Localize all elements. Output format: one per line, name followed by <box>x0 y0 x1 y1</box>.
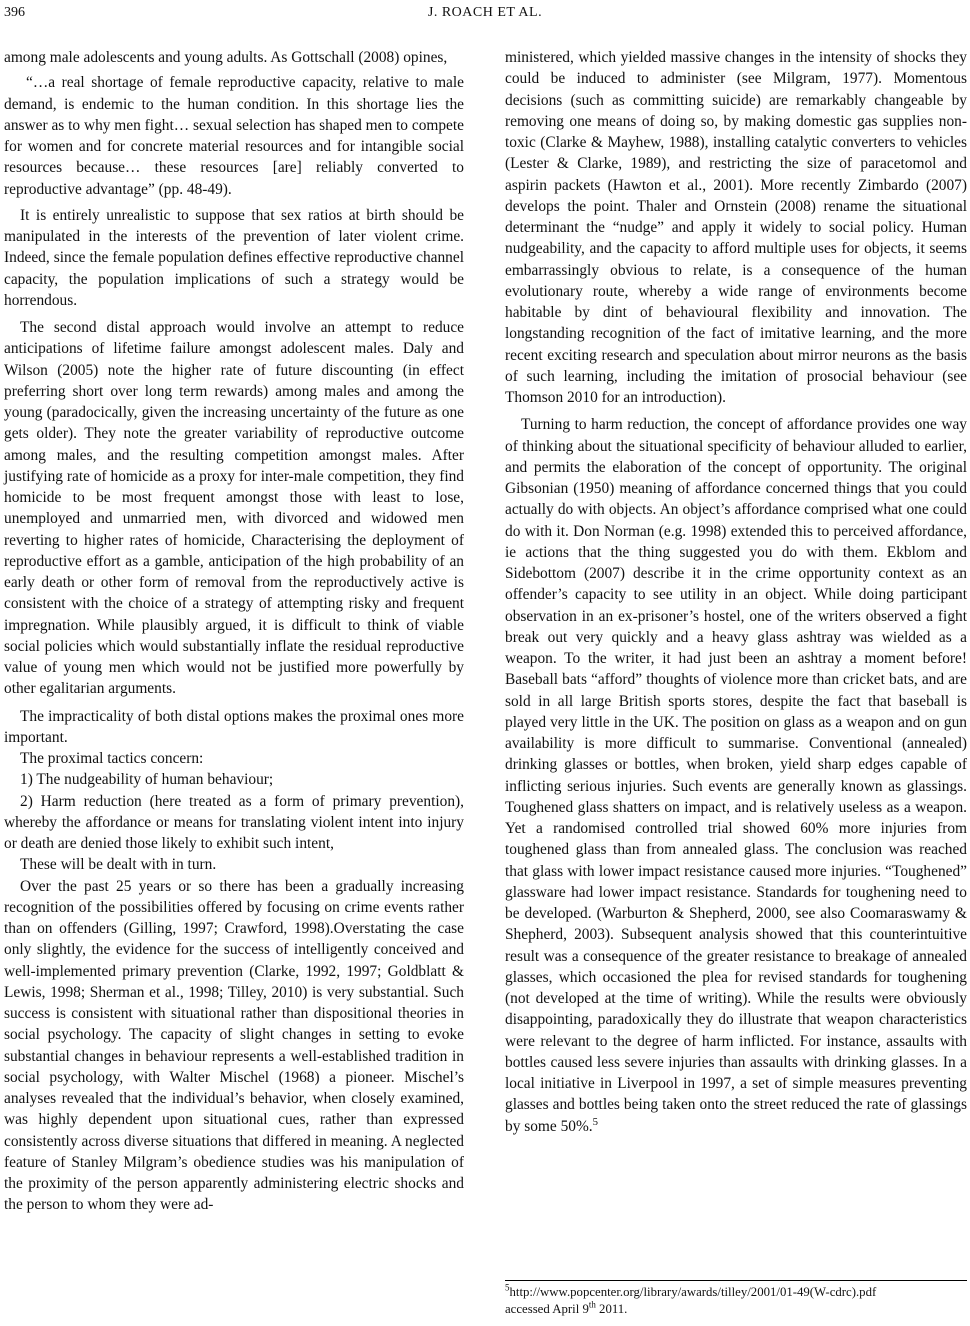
paragraph <box>505 414 967 1137</box>
left-column <box>4 47 464 1216</box>
paragraph: The second distal approach would involve an attempt to reduce anticipations of lifetime failure amongst adolescent males. Daly and Wilson (2005) note the higher rate of future discounting (in effect preferring short over long term rewards) among males and among the young (paradocically, given the increasing uncertainty of the future as one gets older). They note the greater variability of reproductive outcome among males, and the resulting competition amongst males. After justifying rate of homicide as a proxy for inter-male competition, they find homicide to be most frequent amongst those with least to lose, unemployed and unmarried men, with divorced and widowed men reverting to higher rates of homicide, Characterising the deployment of reproductive effort as a gamble, anticipation of the high probability of an early death or other form of removal from the reproductively active is consistent with the choice of a strategy of attempting risky and frequent impregnation. While plausibly argued, it is difficult to think of viable social policies which would substantially inflate the residual reproductive value of young men which would not be justified more powerfully by other egalitarian arguments. <box>4 319 464 698</box>
list-item: 1) The nudgeability of human behaviour; <box>20 771 274 789</box>
right-column <box>505 47 967 1137</box>
list-item: 2) Harm reduction (here treated as a form of primary prevention), whereby the affordance or means for translating violent intent into injury or death are denied those likely to exhibit such intent, <box>4 792 464 852</box>
footnote-url: http://www.popcenter.org/library/awards/tilley/2001/01-49(W-cdrc).pdf <box>509 1285 877 1299</box>
paragraph: It is entirely unrealistic to suppose that sex ratios at birth should be manipulated in the interests of the prevention of later violent crime. Indeed, since the female population defines effective reproductive channel capacity, the population implications of such a strategy would be horrendous. <box>4 206 464 309</box>
page-number: 396 <box>4 5 25 20</box>
paragraph: These will be dealt with in turn. <box>20 856 217 874</box>
footnote-marker: 5 <box>505 1282 510 1293</box>
running-head: J. ROACH ET AL. <box>427 5 543 20</box>
paragraph: The proximal tactics concern: <box>20 750 204 767</box>
paragraph-text: Turning to harm reduction, the concept of affordance provides one way of thinking about the situational specificity of behaviour alluded to earlier, and permits the elaboration of the concept of opportunity. The original Gibsonian (1950) meaning of affordance concerned things that you could actually do with objects. An object’s affordance comprised what one could do with it. Don Norman (e.g. 1998) extended this to perceived affordance, ie actions that the thing suggested you do with them. Ekblom and Sidebottom (2007) describe it in the crime opportunity context as an offender’s capacity to see utility in an object. While doing participant observation in an ex-prisoner’s hostel, one of the writers observed a fight break out very quickly and a heavy glass ashtray was wielded as a weapon. To the writer, it had just been an ashtray a moment before! Baseball bats “afford” thoughts of violence more than cricket bats, and are sold in all large British sports stores, despite the fact that baseball is played very little in the UK. The position on glass as a weapon and on gun availability is more difficult to summarise. Conventional (annealed) drinking glasses or bottles, when broken, yield sharp edges capable of inflicting serious injuries. Such events are generally known as glassings. Toughened glass shatters on impact, and is relatively useless as a weapon. Yet a randomised controlled trial showed 60% more injuries from toughened glass than from annealed glass. The conclusion was reached that glass with lower impact resistance caused more injuries. “Toughened” glassware had lower impact resistance. Standards for toughening need to be developed. (Warburton & Shepherd, 2000, see also Coomaraswamy & Shepherd, 2003). Subsequent analysis showed that this counterintuitive result was a consequence of the greater resistance to breakage of annealed glasses, which occasioned the plea for revised standards for toughening (not developed at the time of writing). While the results were obviously disappointing, paradoxically they do illustrate that weapon characteristics were relevant to the degree of harm inflicted. For instance, assaults with bottles caused less severe injuries than assaults with drinking glasses. In a local initiative in Liverpool in 1997, a set of simple measures preventing glasses and bottles being taken onto the street reduced the rate of glassings by some 50%. <box>505 416 967 1135</box>
footnote-rule <box>505 1280 967 1281</box>
paragraph: The impracticality of both distal options makes the proximal ones more important. <box>4 707 464 746</box>
footnote-accessed: accessed April 9 <box>505 1302 589 1316</box>
page-header <box>0 3 970 27</box>
paragraph: among male adolescents and young adults. As Gottschall (2008) opines, <box>4 49 448 66</box>
paragraph: Over the past 25 years or so there has been a gradually increasing recognition of the possibilities offered by focusing on crime events rather than on offenders (Gilling, 1997; Crawford, 1998).Overstating the case only slightly, the evidence for the success of intelligently conceived and well-implemented primary prevention (Clarke, 1992, 1997; Goldblatt & Lewis, 1998; Sherman et al., 1998; Tilley, 2010) is very substantial. Such success is consistent with situational rather than dispositional theories in social psychology. The capacity of slight changes in setting to evoke substantial changes in behaviour represents a well-established tradition in social psychology, with Walter Mischel (1968) a pioneer. Mischel’s analyses revealed that the individual’s behavior, when closely examined, was highly dependent upon situational cues, rather than expressed consistently across diverse situations that differed in meaning. A neglected feature of Stanley Milgram’s obedience studies was his manipulation of the proximity of the person apparently administering electric shocks and the person to whom they were ad- <box>4 877 464 1214</box>
paragraph: ministered, which yielded massive changes in the intensity of shocks they could be induced to administer (see Milgram, 1977). Momentous decisions (such as committing suicide) are remarkably changeable by removing one means of doing so, by making domestic gas supplies non-toxic (Clarke & Mayhew, 1988), installing catalytic converters to vehicles (Lester & Clarke, 1989), and restricting the size of paracetomol and aspirin packets (Hawton et al., 2001). More recently Zimbardo (2007) develops the point. Thaler and Ornstein (2008) rename the situational determinant the “nudge” and apply it widely to social policy. Human nudgeability, and the capacity to afford multiple uses for objects, it seems embarrassingly obvious to relate, is a consequence of the human evolutionary route, whereby a wide range of environments become habitable by dint of behavioural flexibility and innovation. The longstanding recognition of the fact of imitative learning, and the more recent exciting research and speculation about mirror neurons as the basis of such learning, including the imitation of prosocial behaviour (see Thomson 2010 for an introduction). <box>505 49 967 406</box>
block-quote: “…a real shortage of female reproductive capacity, relative to male demand, is endemic to the human condition. In this shortage lies the answer as to why men fight… sexual selection has shaped men to compete for women and for concrete material resources and for intangible social resources because… these resources [are] reliably converted to reproductive advantage” (pp. 48-49). <box>4 74 464 198</box>
footnote-ordinal: th <box>588 1299 596 1310</box>
footnote-reference: 5 <box>592 1115 599 1128</box>
footnote <box>505 1284 967 1318</box>
footnote-accessed-year: 2011. <box>595 1302 628 1316</box>
